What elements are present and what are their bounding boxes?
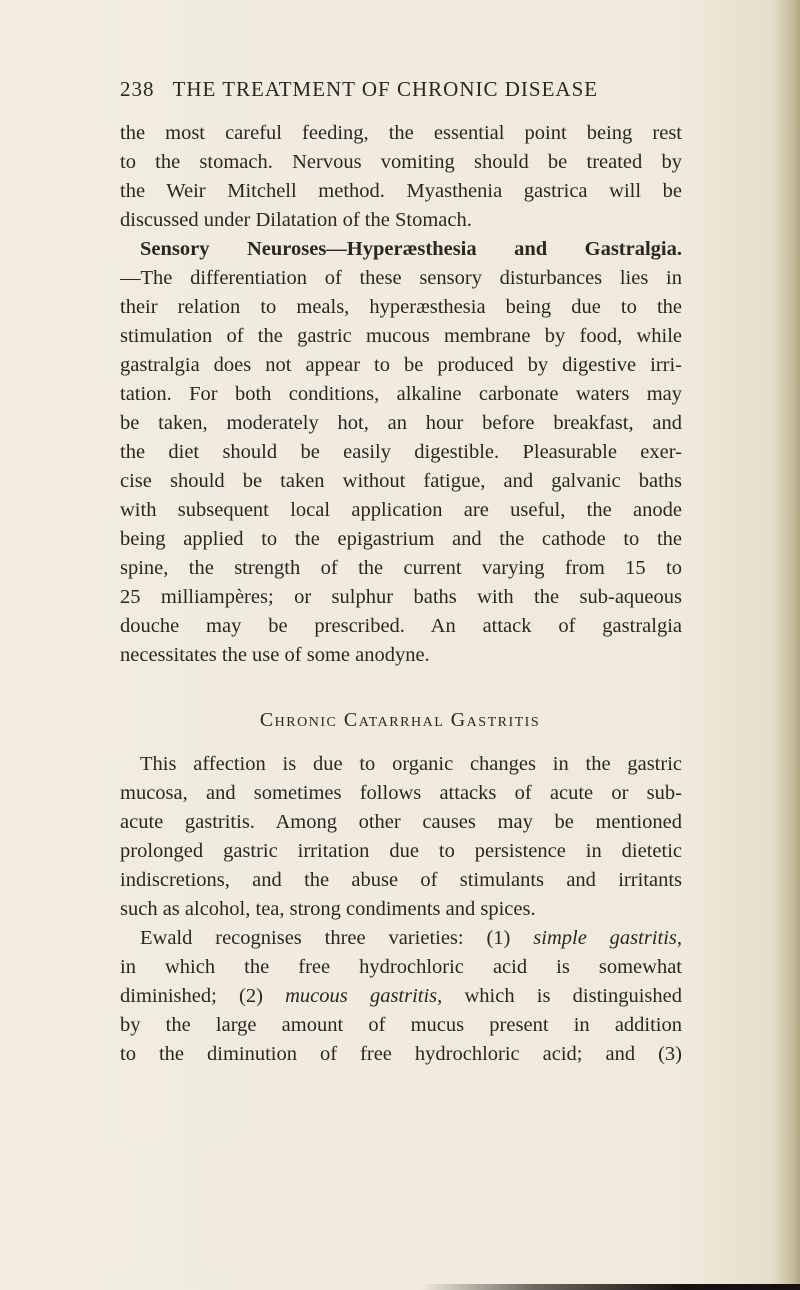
paragraph-intro — [120, 119, 682, 670]
text-line: the diet should be easily digestible. Pleasurable exer- — [120, 441, 682, 463]
text-line: indiscretions, and the abuse of stimulants and irritants — [120, 869, 682, 891]
text-line: to the diminution of free hydrochloric acid; and (3) — [120, 1043, 682, 1065]
text-line: spine, the strength of the current varying from 15 to — [120, 557, 682, 579]
text-line — [120, 982, 682, 1011]
text-line: with subsequent local application are useful, the anode — [120, 499, 682, 521]
text-line: stimulation of the gastric mucous membrane by food, while — [120, 325, 682, 347]
page-number: 238 — [120, 77, 155, 101]
text-line: This affection is due to organic changes in the gastric — [140, 753, 682, 775]
text-line: such as alcohol, tea, strong condiments and spices. — [120, 898, 536, 920]
text-line: acute gastritis. Among other causes may be mentioned — [120, 811, 682, 833]
text-line: be taken, moderately hot, an hour before breakfast, and — [120, 412, 682, 434]
running-header — [120, 77, 680, 102]
text-line: to the stomach. Nervous vomiting should be treated by — [120, 151, 682, 173]
text-line: in which the free hydrochloric acid is somewhat — [120, 956, 682, 978]
text-line — [120, 924, 682, 953]
text-line: prolonged gastric irritation due to persistence in dietetic — [120, 840, 682, 862]
bottom-edge-shadow — [420, 1284, 800, 1290]
text-run: which is distinguished — [442, 985, 682, 1007]
text-line: —The differentiation of these sensory disturbances lies in — [120, 267, 682, 289]
text-run: Ewald recognises three varieties: (1) — [140, 927, 534, 949]
text-line: douche may be prescribed. An attack of gastralgia — [120, 615, 682, 637]
text-line: mucosa, and sometimes follows attacks of acute or sub- — [120, 782, 682, 804]
simple-gastritis-term: simple gastritis, — [533, 927, 682, 949]
text-line: necessitates the use of some anodyne. — [120, 644, 430, 666]
text-line: gastralgia does not appear to be produced by digestive irri- — [120, 354, 682, 376]
text-line: discussed under Dilatation of the Stomach. — [120, 209, 472, 231]
paragraph-catarrhal — [120, 750, 682, 1069]
page-edge-shadow — [774, 0, 800, 1290]
section-title: Chronic Catarrhal Gastritis — [259, 709, 541, 731]
text-line: by the large amount of mucus present in addition — [120, 1014, 682, 1036]
text-line: tation. For both conditions, alkaline carbonate waters may — [120, 383, 682, 405]
text-run: diminished; (2) — [120, 985, 286, 1007]
running-title: THE TREATMENT OF CHRONIC DISEASE — [172, 77, 599, 101]
sensory-neuroses-heading: Sensory Neuroses—Hyperæsthesia and Gastralgia. — [140, 238, 682, 260]
text-line: being applied to the epigastrium and the cathode to the — [120, 528, 682, 550]
text-line: the Weir Mitchell method. Myasthenia gastrica will be — [120, 180, 682, 202]
text-line: 25 milliampères; or sulphur baths with the sub-aqueous — [120, 586, 682, 608]
text-line: cise should be taken without fatigue, and galvanic baths — [120, 470, 682, 492]
text-line: the most careful feeding, the essential point being rest — [120, 122, 682, 144]
text-line: their relation to meals, hyperæsthesia being due to the — [120, 296, 682, 318]
mucous-gastritis-term: mucous gastritis, — [285, 985, 443, 1007]
